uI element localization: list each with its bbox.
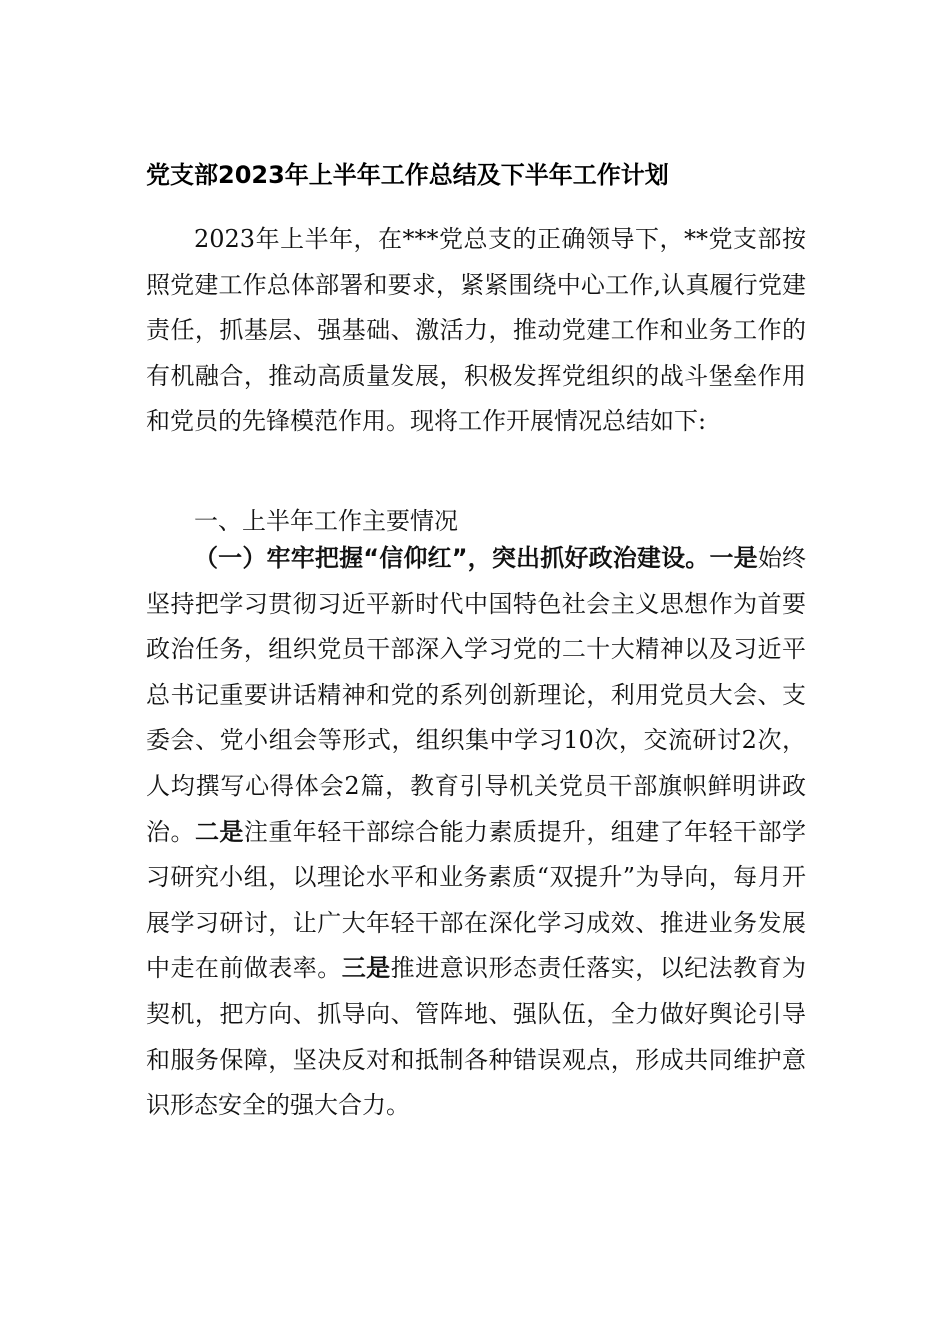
point-2-label: 二是: [194, 817, 244, 846]
subsection-paragraph: [146, 536, 806, 1129]
section-heading: 一、上半年工作主要情况: [194, 507, 458, 535]
document-title: 党支部2023年上半年工作总结及下半年工作计划: [146, 161, 669, 189]
point-1-text: 始终坚持把学习贯彻习近平新时代中国特色社会主义思想作为首要政治任务，组织党员干部深入学习党的二十大精神以及习近平总书记重要讲话精神和党的系列创新理论，利用党员大会、支委会、党小组会等形式，组织集中学习10次，交流研讨2次，人均撰写心得体会2篇，教育引导机关党员干部旗帜鲜明讲政治。: [146, 544, 807, 846]
point-2-text: 注重年轻干部综合能力素质提升，组建了年轻干部学习研究小组，以理论水平和业务素质“双提升”为导向，每月开展学习研讨，让广大年轻干部在深化学习成效、推进业务发展中走在前做表率。: [146, 817, 807, 983]
point-3-label: 三是: [341, 954, 391, 983]
subsection-heading: （一）牢牢把握“信仰红”，突出抓好政治建设。: [194, 544, 710, 572]
point-1-label: 一是: [709, 544, 758, 572]
intro-paragraph: 2023年上半年，在***党总支的正确领导下，**党支部按照党建工作总体部署和要求，紧紧围绕中心工作,认真履行党建责任，抓基层、强基础、激活力，推动党建工作和业务工作的有机融合，推动高质量发展，积极发挥党组织的战斗堡垒作用和党员的先锋模范作用。现将工作开展情况总结如下:: [146, 225, 806, 436]
point-3-text: 推进意识形态责任落实，以纪法教育为契机，把方向、抓导向、管阵地、强队伍，全力做好舆论引导和服务保障，坚决反对和抵制各种错误观点，形成共同维护意识形态安全的强大合力。: [146, 954, 807, 1120]
